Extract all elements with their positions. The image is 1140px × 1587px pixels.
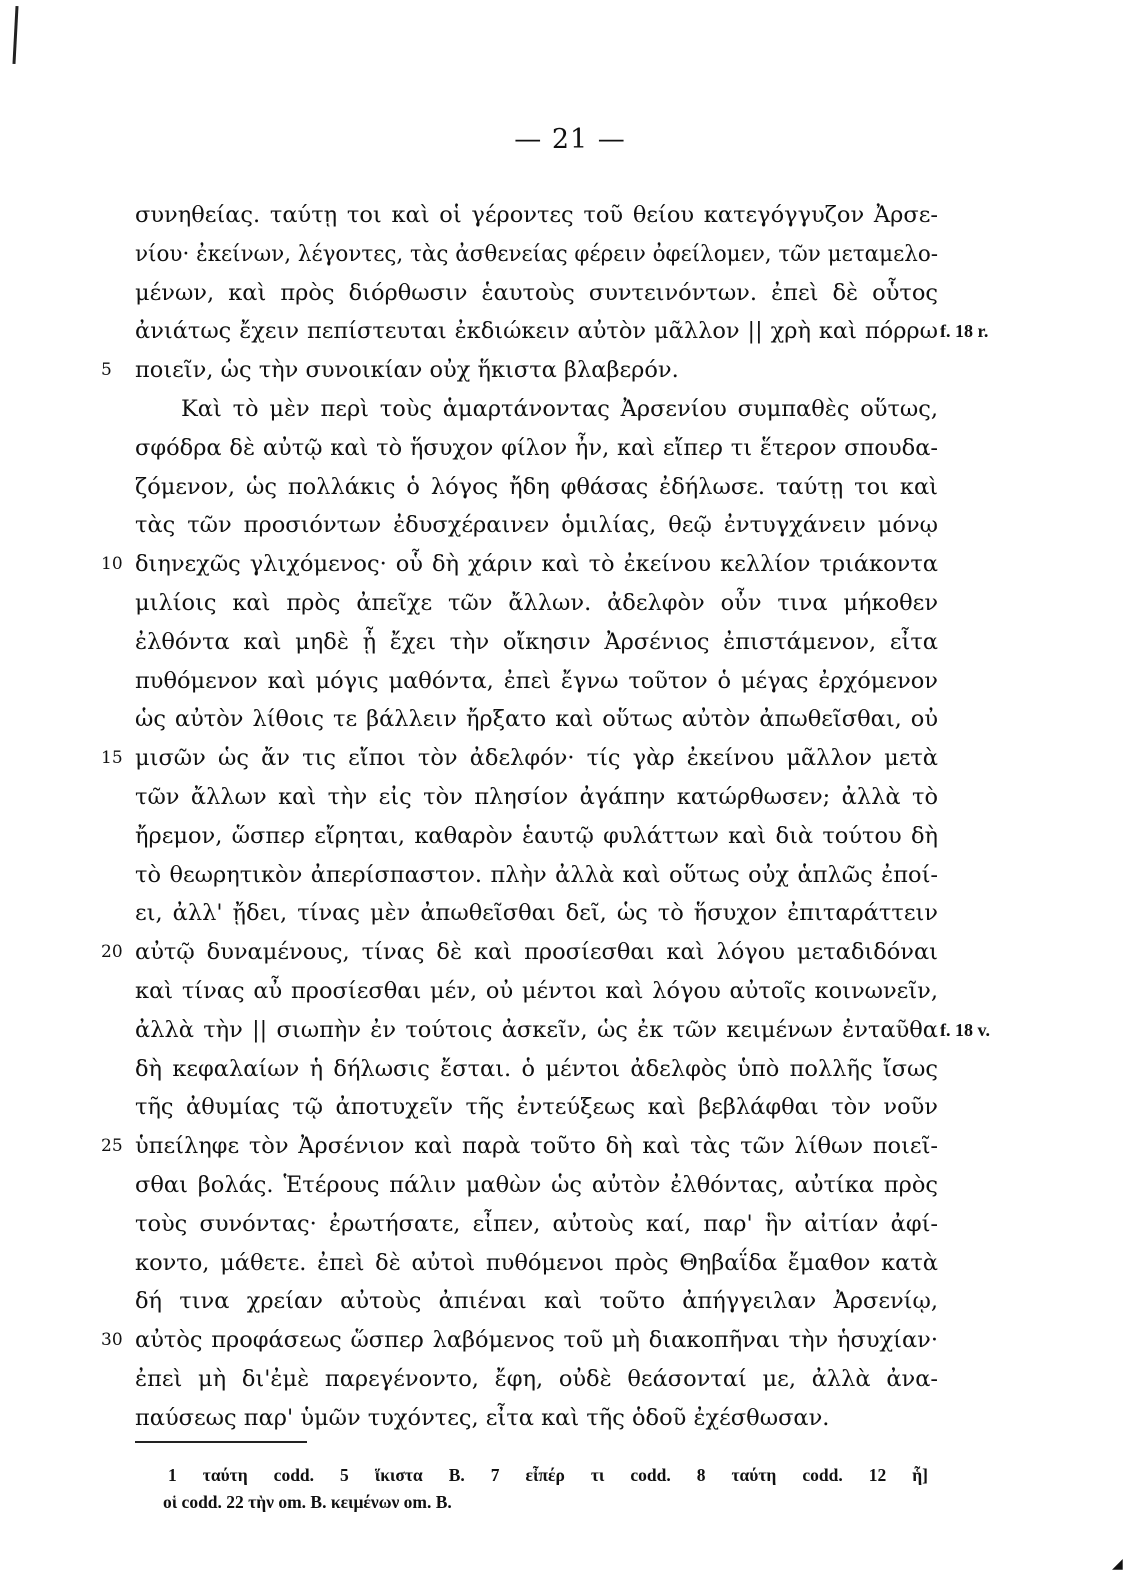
text-line xyxy=(135,429,938,468)
text-line xyxy=(101,739,938,778)
line-number: 25 xyxy=(101,1136,123,1157)
line-text: αὐτὸς προφάσεως ὥσπερ λαβόμενος τοῦ μὴ διακοπῆναι τὴν ἡσυχίαν· xyxy=(135,1327,938,1354)
text-line xyxy=(135,1244,938,1283)
line-number: 5 xyxy=(101,360,112,381)
text-line xyxy=(135,1050,938,1089)
line-text: ἀνιάτως ἔχειν πεπίστευται ἐκδιώκειν αὐτὸν μᾶλλον || χρὴ καὶ πόρρω xyxy=(135,318,938,345)
line-text: ἐλθόντα καὶ μηδὲ ᾗ ἔχει τὴν οἴκησιν Ἀρσένιος ἐπιστάμενον, εἶτα xyxy=(135,628,938,655)
line-text: τῶν ἄλλων καὶ τὴν εἰς τὸν πλησίον ἀγάπην κατώρθωσεν; ἀλλὰ τὸ xyxy=(135,783,938,810)
line-text: ὡς αὐτὸν λίθοις τε βάλλειν ἤρξατο καὶ οὕτως αὐτὸν ἀπωθεῖσθαι, οὐ xyxy=(135,706,938,733)
line-text: κοντο, μάθετε. ἐπεὶ δὲ αὐτοὶ πυθόμενοι πρὸς Θηβαΐδα ἔμαθον κατὰ xyxy=(135,1249,938,1276)
line-text: δή τινα χρείαν αὐτοὺς ἀπιέναι καὶ τοῦτο ἀπήγγειλαν Ἀρσενίῳ, xyxy=(135,1288,938,1315)
line-text: σφόδρα δὲ αὐτῷ καὶ τὸ ἥσυχον φίλον ἦν, καὶ εἴπερ τι ἕτερον σπουδα- xyxy=(135,434,938,461)
footnote-divider xyxy=(135,1441,307,1443)
line-text: μένων, καὶ πρὸς διόρθωσιν ἑαυτοὺς συντεινόντων. ἐπεὶ δὲ οὗτος xyxy=(135,279,938,306)
line-text: μισῶν ὡς ἄν τις εἴποι τὸν ἀδελφόν· τίς γὰρ ἐκείνου μᾶλλον μετὰ xyxy=(135,745,938,772)
text-line xyxy=(135,856,938,895)
text-line xyxy=(135,1166,938,1205)
line-text: ἀλλὰ τὴν || σιωπὴν ἐν τούτοις ἀσκεῖν, ὡς ἐκ τῶν κειμένων ἐνταῦθα xyxy=(135,1016,938,1043)
text-line xyxy=(135,584,938,623)
line-text: αὐτῷ δυναμένους, τίνας δὲ καὶ προσίεσθαι καὶ λόγου μεταδιδόναι xyxy=(135,939,938,966)
line-text: ἐπεὶ μὴ δι'ἐμὲ παρεγένοντο, ἔφη, οὐδὲ θεάσονταί με, ἀλλὰ ἀνα- xyxy=(135,1365,938,1392)
footnotes xyxy=(163,1462,928,1516)
line-text: ἤρεμον, ὥσπερ εἴρηται, καθαρὸν ἑαυτῷ φυλάττων καὶ διὰ τούτου δὴ xyxy=(135,822,938,849)
text-line xyxy=(135,623,938,662)
text-line xyxy=(135,506,938,545)
folio-marker: f. 18 v. xyxy=(940,1019,991,1040)
text-line xyxy=(101,1127,938,1166)
text-line xyxy=(101,351,938,390)
text-line xyxy=(135,274,938,313)
line-number: 30 xyxy=(101,1330,123,1351)
main-text xyxy=(101,196,991,1438)
line-text: καὶ τίνας αὖ προσίεσθαι μέν, οὐ μέντοι καὶ λόγου αὐτοῖς κοινωνεῖν, xyxy=(135,977,938,1004)
text-line xyxy=(135,390,938,429)
line-text: ζόμενον, ὡς πολλάκις ὁ λόγος ἤδη φθάσας ἐδήλωσε. ταύτῃ τοι καὶ xyxy=(135,473,938,500)
line-text: ὑπείληφε τὸν Ἀρσένιον καὶ παρὰ τοῦτο δὴ καὶ τὰς τῶν λίθων ποιεῖ- xyxy=(135,1133,938,1160)
text-line xyxy=(135,1399,938,1438)
folio-marker: f. 18 r. xyxy=(940,321,989,342)
line-text: τὰς τῶν προσιόντων ἐδυσχέραινεν ὁμιλίας, θεῷ ἐντυγχάνειν μόνῳ xyxy=(135,512,938,539)
line-text: παύσεως παρ' ὑμῶν τυχόντες, εἶτα καὶ τῆς ὁδοῦ ἐχέσθωσαν. xyxy=(135,1404,830,1431)
text-line xyxy=(135,894,938,933)
footnote-line: οἱ codd. 22 τὴν om. B. κειμένων om. B. xyxy=(163,1492,452,1512)
line-number: 15 xyxy=(101,748,123,769)
text-line xyxy=(135,700,938,739)
text-line xyxy=(135,468,938,507)
line-text: συνηθείας. ταύτῃ τοι καὶ οἱ γέροντες τοῦ θείου κατεγόγγυζον Ἀρσε- xyxy=(135,202,938,228)
text-line xyxy=(135,312,989,351)
text-line xyxy=(135,1205,938,1244)
scan-mark: ◢ xyxy=(1112,1556,1123,1572)
line-text: Καὶ τὸ μὲν περὶ τοὺς ἁμαρτάνοντας Ἀρσενίου συμπαθὲς οὕτως, xyxy=(181,395,938,422)
text-line xyxy=(135,778,938,817)
line-text: ει, ἀλλ' ᾔδει, τίνας μὲν ἀπωθεῖσθαι δεῖ, ὡς τὸ ἥσυχον ἐπιταράττειν xyxy=(135,900,938,927)
text-line xyxy=(135,1360,938,1399)
text-line xyxy=(135,235,938,274)
line-number: 20 xyxy=(101,942,123,963)
text-line xyxy=(135,817,938,856)
line-text: ποιεῖν, ὡς τὴν συνοικίαν οὐχ ἥκιστα βλαβερόν. xyxy=(135,357,679,384)
text-line xyxy=(135,972,938,1011)
text-line xyxy=(135,196,938,235)
line-text: μιλίοις καὶ πρὸς ἀπεῖχε τῶν ἄλλων. ἀδελφὸν οὖν τινα μήκοθεν xyxy=(135,589,938,616)
line-text: τοὺς συνόντας· ἐρωτήσατε, εἶπεν, αὐτοὺς καί, παρ' ἣν αἰτίαν ἀφί- xyxy=(135,1210,938,1237)
line-text: σθαι βολάς. Ἑτέρους πάλιν μαθὼν ὡς αὐτὸν ἐλθόντας, αὐτίκα πρὸς xyxy=(135,1171,938,1198)
line-text: πυθόμενον καὶ μόγις μαθόντα, ἐπεὶ ἔγνω τοῦτον ὁ μέγας ἐρχόμενον xyxy=(135,667,938,694)
text-line xyxy=(135,1011,991,1050)
text-line xyxy=(101,933,938,972)
line-text: τῆς ἀθυμίας τῷ ἀποτυχεῖν τῆς ἐντεύξεως καὶ βεβλάφθαι τὸν νοῦν xyxy=(135,1094,938,1121)
scan-mark xyxy=(12,6,18,64)
line-text: διηνεχῶς γλιχόμενος· οὗ δὴ χάριν καὶ τὸ ἐκείνου κελλίον τριάκοντα xyxy=(135,551,938,578)
line-text: δὴ κεφαλαίων ἡ δήλωσις ἔσται. ὁ μέντοι ἀδελφὸς ὑπὸ πολλῆς ἴσως xyxy=(135,1055,938,1082)
text-line xyxy=(135,1282,938,1321)
line-number: 10 xyxy=(101,554,123,575)
text-line xyxy=(101,1321,938,1360)
line-text: τὸ θεωρητικὸν ἀπερίσπαστον. πλὴν ἀλλὰ καὶ οὕτως οὐχ ἁπλῶς ἐποί- xyxy=(135,861,938,888)
text-line xyxy=(135,662,938,701)
text-line xyxy=(135,1088,938,1127)
text-line xyxy=(101,545,938,584)
footnote-line: 1 ταύτη codd. 5 ἵκιστα B. 7 εἶπέρ τι codd. 8 ταύτη codd. 12 ἧ] xyxy=(168,1465,928,1485)
line-text: νίου· ἐκείνων, λέγοντες, τὰς ἀσθενείας φέρειν ὀφείλομεν, τῶν μεταμελο- xyxy=(135,240,938,267)
page-number: — 21 — xyxy=(514,124,626,155)
